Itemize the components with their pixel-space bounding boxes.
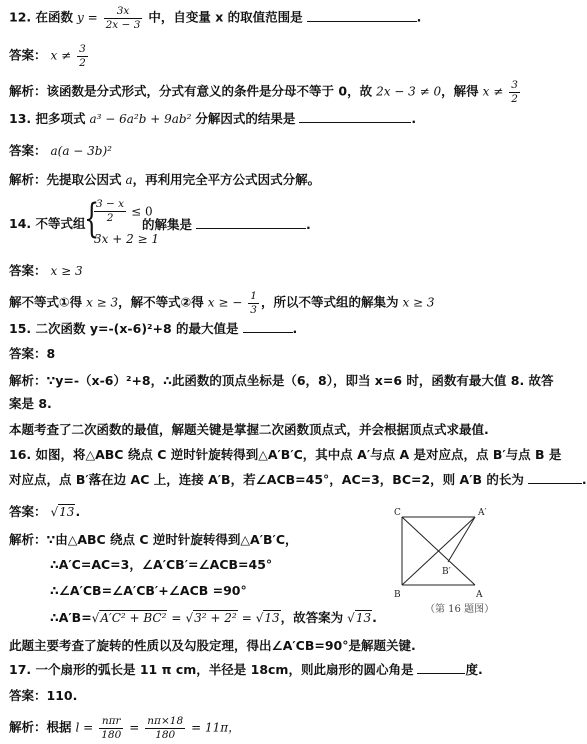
q14-sol-den: 3 — [250, 303, 257, 316]
q16-text2: 对应点，点 B′落在边 AC 上，连接 A′B，若∠ACB=45°，AC=3，BC=2，则 A′B 的长为 — [9, 472, 524, 487]
q14-answer-label: 答案： — [9, 263, 47, 278]
q15-analysis-line2 — [9, 396, 52, 412]
q14-inequality-system — [84, 196, 160, 249]
q14-question-label — [9, 216, 86, 232]
q13-polynomial: a³ − 6a²b + 9ab² — [89, 112, 192, 126]
q17-answer — [9, 688, 77, 704]
q16-analysis-rad4: 13 — [355, 611, 372, 625]
q16-analysis-rad1: A′C² + BC² — [100, 611, 167, 625]
q12-analysis-math: 2x − 3 ≠ 0 — [376, 84, 442, 99]
q14-answer — [9, 263, 83, 279]
q12-text: 12. 在函数 — [9, 9, 73, 25]
q16-analysis-rad2: 3² + 2² — [194, 611, 237, 625]
q13-analysis — [9, 172, 320, 188]
q12-analysis-num: 3 — [511, 79, 518, 91]
q17-analysis-eq: = — [129, 720, 140, 735]
q17-analysis-den2: 180 — [155, 728, 176, 741]
q16-analysis-line3 — [50, 583, 247, 599]
q17-analysis — [9, 716, 240, 740]
fig-label-b-prime: B′ — [442, 567, 451, 577]
fig-line-a-prime-b-prime — [448, 517, 475, 562]
q16-question-line1 — [9, 447, 561, 463]
q16-analysis-l1: ∵由△ABC 绕点 C 逆时针旋转得到△A′B′C， — [46, 532, 298, 547]
q15-answer-value: 8 — [46, 346, 56, 361]
q17-question — [9, 661, 483, 678]
q15-analysis-line1 — [9, 373, 554, 389]
q13-question: 13. 把多项式 a³ − 6a²b + 9ab² 分解因式的结果是 . — [9, 111, 417, 126]
q13-analysis-a: a — [125, 173, 133, 187]
q13-analysis-text2: ，再利用完全平方公式因式分解。 — [132, 172, 321, 187]
q16-answer-blank — [528, 471, 582, 484]
q15-question: 15. 二次函数 y=-(x-6)²+8 的最大值是 . — [9, 321, 298, 336]
q12-answer-den: 2 — [79, 56, 86, 69]
q17-analysis-num2: nπ×18 — [147, 715, 184, 727]
q12-answer-fraction — [77, 44, 88, 68]
q13-answer — [9, 143, 112, 159]
q16-question-line2: 对应点，点 B′落在边 AC 上，连接 A′B，若∠ACB=45°，AC=3，BC=2，则 A′B 的长为 . — [9, 472, 587, 487]
q12-answer-x: x ≠ — [50, 48, 72, 63]
fig-label-b: B — [394, 590, 401, 600]
fig-label-c: C — [394, 508, 401, 518]
q17-answer-label: 答案： — [9, 688, 47, 703]
q14-inequality-2: 3x + 2 ≥ 1 — [94, 232, 160, 246]
q17-analysis-text: 根据 — [46, 719, 72, 735]
q12-answer-label: 答案： — [9, 47, 47, 63]
q14-answer-math: x ≥ 3 — [50, 264, 83, 278]
q13-answer-blank — [299, 110, 411, 123]
q16-answer: 答案： √13. — [9, 504, 81, 519]
q12-question: 12. 在函数 y = $\frac{3x}{2x - 3}$ 中，自变量 x 的取值范围是 . — [9, 5, 422, 31]
q15-note — [9, 422, 489, 438]
q12-answer — [9, 44, 90, 68]
q13-analysis-label: 解析： — [9, 172, 47, 187]
q13-answer-label: 答案： — [9, 143, 47, 158]
q17-analysis-l: l = — [75, 720, 94, 735]
q15-answer-blank — [243, 320, 293, 333]
q16-analysis-line2 — [50, 557, 272, 573]
q14-sol-text1: 解不等式①得 — [9, 294, 83, 310]
q16-analysis-rad3: 13 — [264, 611, 280, 625]
q14-sol-text2: ，解不等式②得 — [118, 294, 204, 310]
q14-sol-num: 1 — [250, 290, 257, 302]
q14-text: 14. 不等式组 — [9, 216, 86, 231]
q14-ineq1-den: 2 — [106, 211, 114, 224]
q16-analysis-eq1: = — [171, 611, 182, 625]
q14-answer-blank — [196, 216, 306, 229]
q16-analysis-l3: ∴∠A′CB=∠A′CB′+∠ACB =90° — [50, 583, 247, 598]
q16-analysis-l4-tail: ，故答案为 — [280, 610, 344, 625]
q12-func-y: y = — [76, 10, 98, 25]
q16-analysis-line4: ∴A′B=√A′C² + BC² = √3² + 2² = √13，故答案为 √13. — [50, 610, 377, 625]
q12-tail: 中，自变量 x 的取值范围是 — [148, 9, 303, 25]
q13-analysis-text: 先提取公因式 — [46, 172, 122, 187]
q17-analysis-den1: 180 — [101, 728, 122, 741]
q15-answer — [9, 346, 55, 362]
q17-analysis-fraction2 — [145, 716, 185, 740]
q15-analysis-text1: ∵y=-（x-6）²+8，∴此函数的顶点坐标是（6，8），即当 x=6 时，函数有最大值 8. 故答 — [46, 373, 554, 388]
q13-text: 13. 把多项式 — [9, 111, 86, 126]
q17-analysis-fraction1 — [99, 716, 123, 740]
q16-analysis-l4-pre: ∴A′B= — [50, 610, 92, 625]
fig-label-a: A — [476, 590, 483, 600]
q14-question-tail: 的解集是 . — [142, 217, 311, 232]
q12-analysis — [9, 80, 522, 104]
q12-answer-num: 3 — [79, 43, 86, 55]
q14-tail: 的解集是 — [142, 217, 193, 232]
q15-text: 15. 二次函数 y=-(x-6)²+8 的最大值是 — [9, 321, 239, 336]
q16-analysis-l2: ∴A′C=AC=3，∠A′CB′=∠ACB=45° — [50, 557, 273, 572]
q12-analysis-text2: ，解得 — [441, 83, 479, 99]
q12-analysis-x: x ≠ — [482, 84, 504, 99]
q17-text: 17. 一个扇形的弧长是 11 π cm，半径是 18cm，则此扇形的圆心角是 — [9, 662, 414, 677]
q12-analysis-label: 解析： — [9, 83, 47, 99]
q15-answer-label: 答案： — [9, 346, 47, 361]
q16-analysis-eq2: = — [241, 611, 252, 625]
q13-tail: 分解因式的结果是 — [195, 111, 296, 126]
q16-answer-sqrt: √13 — [50, 505, 75, 519]
q16-figure-caption: （第 16 题图） — [425, 604, 495, 615]
q12-analysis-text: 该函数是分式形式，分式有意义的条件是分母不等于 0，故 — [46, 83, 373, 99]
q12-answer-blank — [307, 9, 417, 22]
q14-ineq1-num: 3 − x — [96, 198, 125, 210]
q16-answer-label: 答案： — [9, 504, 47, 519]
fig-label-a-prime: A′ — [478, 508, 487, 518]
q16-analysis-line1 — [9, 532, 298, 548]
q16-answer-radicand: 13 — [59, 505, 75, 519]
q14-sol-math1: x ≥ 3 — [86, 295, 119, 310]
q17-analysis-num1: nπr — [99, 716, 123, 729]
q14-sol-math2: x ≥ − — [207, 295, 243, 310]
q14-solution — [9, 291, 435, 315]
q15-analysis-label: 解析： — [9, 373, 47, 388]
q14-sol-math3: x ≥ 3 — [402, 295, 435, 310]
q12-analysis-den: 2 — [511, 92, 518, 105]
q16-analysis-label: 解析： — [9, 532, 47, 547]
q16-text1: 16. 如图，将△ABC 绕点 C 逆时针旋转得到△A′B′C，其中点 A′与点 A 是对应点，点 B′与点 B 是 — [9, 447, 562, 462]
q12-analysis-fraction — [509, 80, 520, 104]
q12-func-den: 2x − 3 — [105, 18, 141, 31]
q15-analysis-text2: 案是 8. — [9, 396, 52, 411]
q14-sol-fraction — [248, 291, 259, 315]
q17-analysis-tail: = 11π， — [191, 720, 241, 735]
q14-brace: { — [84, 196, 100, 242]
q12-func-fraction — [104, 6, 143, 30]
q15-note-text: 本题考查了二次函数的最值，解题关键是掌握二次函数顶点式，并会根据顶点式求最值. — [9, 422, 489, 437]
q16-note-text: 此题主要考查了旋转的性质以及勾股定理，得出∠A′CB=90°是解题关键. — [9, 638, 416, 653]
q14-ineq1-rel: ≤ 0 — [131, 204, 153, 219]
q17-answer-value: 110. — [46, 688, 78, 703]
q14-sol-text3: ，所以不等式组的解集为 — [260, 294, 399, 310]
q17-answer-blank — [417, 661, 465, 674]
q13-answer-math: a(a − 3b)² — [50, 144, 112, 158]
q16-note — [9, 638, 416, 654]
q12-func-num: 3x — [104, 6, 143, 19]
q17-analysis-label: 解析： — [9, 719, 47, 735]
q17-unit: 度. — [465, 662, 483, 677]
